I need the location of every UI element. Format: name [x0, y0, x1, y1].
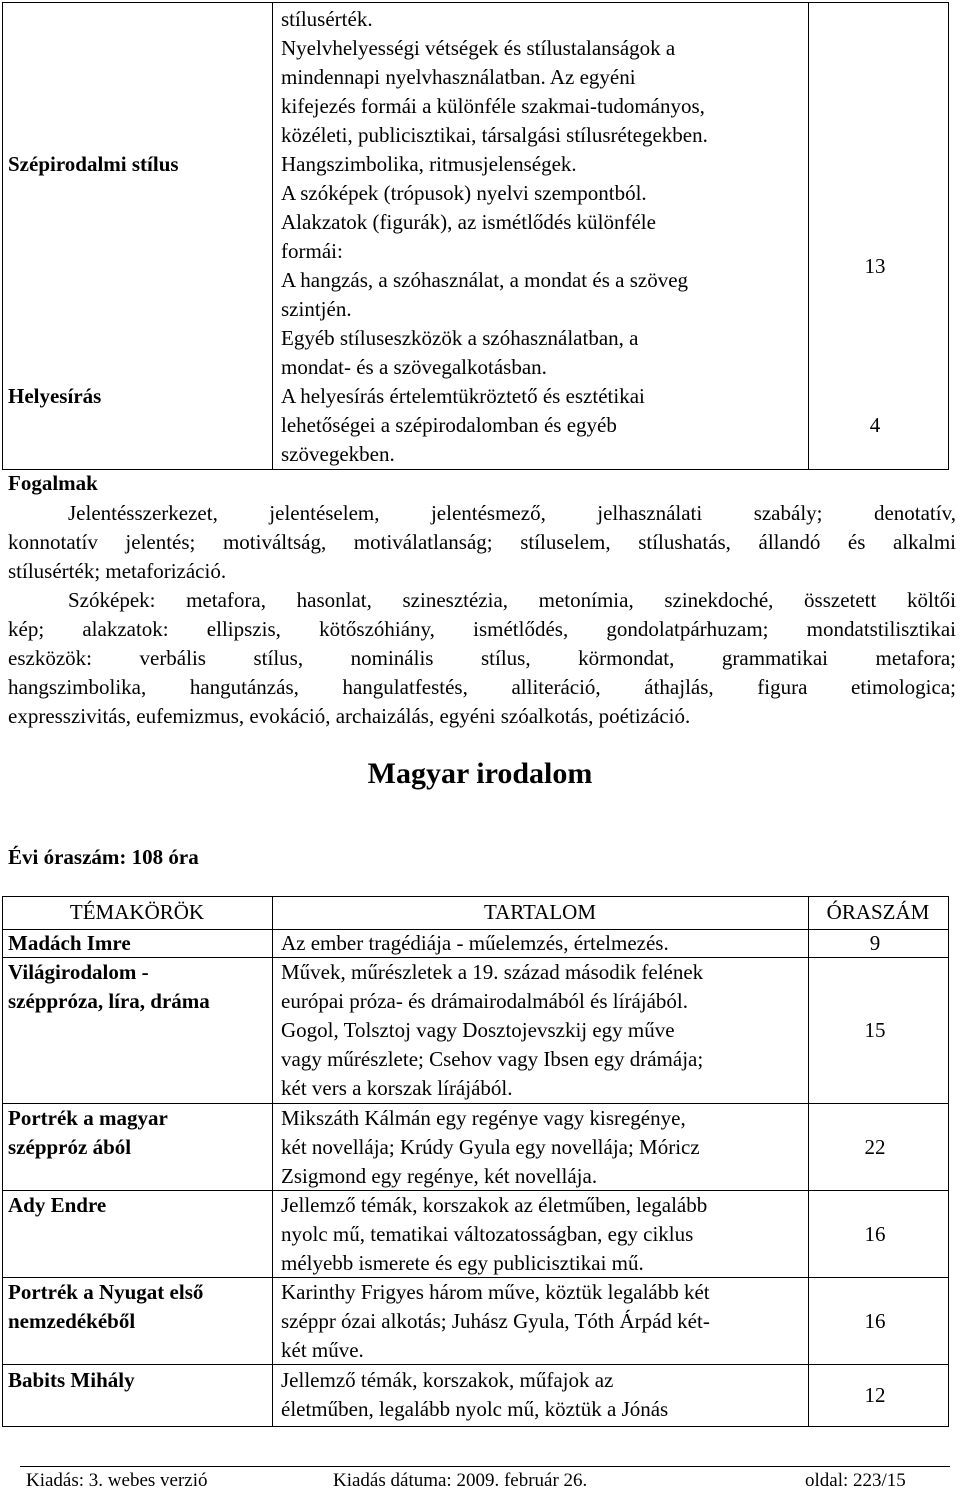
section-title: Magyar irodalom	[367, 757, 593, 790]
table-cell-content: Egyéb stíluseszközök a szóhasználatban, a	[281, 326, 639, 350]
topic-portrek-magyar: Portrék a magyar	[8, 1106, 168, 1130]
table-cell-content: Az ember tragédiája - műelemzés, értelmezés.	[281, 931, 669, 955]
annual-hours: Évi óraszám: 108 óra	[8, 845, 199, 869]
table-cell-content: Jellemző témák, korszakok, műfajok az	[281, 1368, 614, 1392]
table-cell-content: Nyelvhelyességi vétségek és stílustalanságok a	[281, 36, 676, 60]
hours-value: 13	[864, 254, 886, 278]
footer-date: Kiadás dátuma: 2009. február 26.	[333, 1470, 588, 1491]
topic-vilagirodalom: széppróza, líra, dráma	[8, 989, 210, 1013]
table-cell-content: A helyesírás értelemtükröztető és esztétikai	[281, 384, 645, 408]
table-cell-content: Mikszáth Kálmán egy regénye vagy kisregénye,	[281, 1106, 686, 1130]
header-temakorok: TÉMAKÖRÖK	[69, 900, 205, 924]
table-cell-content: Jellemző témák, korszakok az életműben, legalább	[281, 1193, 708, 1217]
footer-edition: Kiadás: 3. webes verzió	[26, 1470, 208, 1491]
table-cell-content: kifejezés formái a különféle szakmai-tudományos,	[281, 94, 705, 118]
paragraph-line: kép; alakzatok: ellipszis, kötőszóhiány, ismétlődés, gondolatpárhuzam; mondatstilisztikai	[8, 617, 956, 641]
table-cell-content: nyolc mű, tematikai változatosságban, egy ciklus	[281, 1222, 694, 1246]
table-cell-content: formái:	[281, 239, 343, 263]
paragraph-line: konnotatív jelentés; motiváltság, motiválatlanság; stíluselem, stílushatás, állandó és alkalmi	[8, 530, 956, 554]
table-cell-content: A hangzás, a szóhasználat, a mondat és a szöveg	[281, 268, 689, 292]
hours-value: 22	[864, 1135, 886, 1159]
footer-page: oldal: 223/15	[805, 1470, 906, 1491]
table-cell-content: szintjén.	[281, 297, 352, 321]
header-tartalom: TARTALOM	[483, 900, 597, 924]
hours-value: 12	[864, 1383, 886, 1407]
table-cell-content: közéleti, publicisztikai, társalgási stílusrétegekben.	[281, 123, 708, 147]
table-cell-content: vagy műrészlete; Csehov vagy Ibsen egy drámája;	[281, 1047, 704, 1071]
table-cell-content: Művek, műrészletek a 19. század második felének	[281, 960, 704, 984]
table-cell-content: lehetőségei a szépirodalomban és egyéb	[281, 413, 617, 437]
table-cell-content: szövegekben.	[281, 442, 395, 466]
table-cell-content: Zsigmond egy regénye, két novellája.	[281, 1164, 598, 1188]
hours-value: 16	[864, 1309, 886, 1333]
table-cell-content: európai próza- és drámairodalmából és lírájából.	[281, 989, 688, 1013]
topic-babits: Babits Mihály	[8, 1368, 135, 1392]
table-cell-content: széppr ózai alkotás; Juhász Gyula, Tóth Árpád két-	[281, 1309, 710, 1333]
concepts-heading: Fogalmak	[8, 471, 98, 495]
header-oraszam: ÓRASZÁM	[826, 900, 930, 924]
topic-nyugat: Portrék a Nyugat első	[8, 1280, 204, 1304]
paragraph-line: expresszivitás, eufemizmus, evokáció, archaizálás, egyéni szóalkotás, poétizáció.	[8, 704, 691, 728]
hours-value: 15	[864, 1018, 886, 1042]
paragraph-line: Szóképek: metafora, hasonlat, szinesztézia, metonímia, szinekdoché, összetett költői	[68, 588, 956, 612]
table-cell-content: két novellája; Krúdy Gyula egy novellája; Móricz	[281, 1135, 700, 1159]
topic-madach-imre: Madách Imre	[8, 931, 131, 955]
paragraph-line: Jelentésszerkezet, jelentéselem, jelentésmező, jelhasználati szabály; denotatív,	[68, 501, 956, 525]
table-cell-content: Alakzatok (figurák), az ismétlődés különféle	[281, 210, 656, 234]
table-cell-content: mindennapi nyelvhasználatban. Az egyéni	[281, 65, 636, 89]
table-cell-content: A szóképek (trópusok) nyelvi szempontból.	[281, 181, 647, 205]
table-cell-content: Karinthy Frigyes három műve, köztük legalább két	[281, 1280, 710, 1304]
topic-vilagirodalom: Világirodalom -	[8, 960, 149, 984]
hours-value: 16	[864, 1222, 886, 1246]
table-cell-content: két vers a korszak lírájából.	[281, 1076, 513, 1100]
paragraph-line: stílusérték; metaforizáció.	[8, 559, 227, 583]
topic-ady-endre: Ady Endre	[8, 1193, 107, 1217]
topic-helyesiras: Helyesírás	[8, 384, 102, 408]
paragraph-line: eszközök: verbális stílus, nominális stílus, körmondat, grammatikai metafora;	[8, 646, 956, 670]
topic-nyugat: nemzedékéből	[8, 1309, 136, 1333]
table-cell-content: Gogol, Tolsztoj vagy Dosztojevszkij egy műve	[281, 1018, 675, 1042]
table-cell-content: mondat- és a szövegalkotásban.	[281, 355, 547, 379]
table-cell-content: életműben, legalább nyolc mű, köztük a Jónás	[281, 1397, 669, 1421]
topic-szepirodalmi-stilus: Szépirodalmi stílus	[8, 152, 179, 176]
topic-portrek-magyar: széppróz ából	[8, 1135, 132, 1159]
table-cell-content: mélyebb ismerete és egy publicisztikai mű.	[281, 1251, 644, 1275]
hours-value: 9	[869, 931, 881, 955]
table-cell-content: stílusérték.	[281, 7, 373, 31]
hours-value: 4	[869, 413, 881, 437]
table-cell-content: Hangszimbolika, ritmusjelenségek.	[281, 152, 577, 176]
table-cell-content: két műve.	[281, 1338, 364, 1362]
paragraph-line: hangszimbolika, hangutánzás, hangulatfestés, alliteráció, áthajlás, figura etimologica;	[8, 675, 956, 699]
